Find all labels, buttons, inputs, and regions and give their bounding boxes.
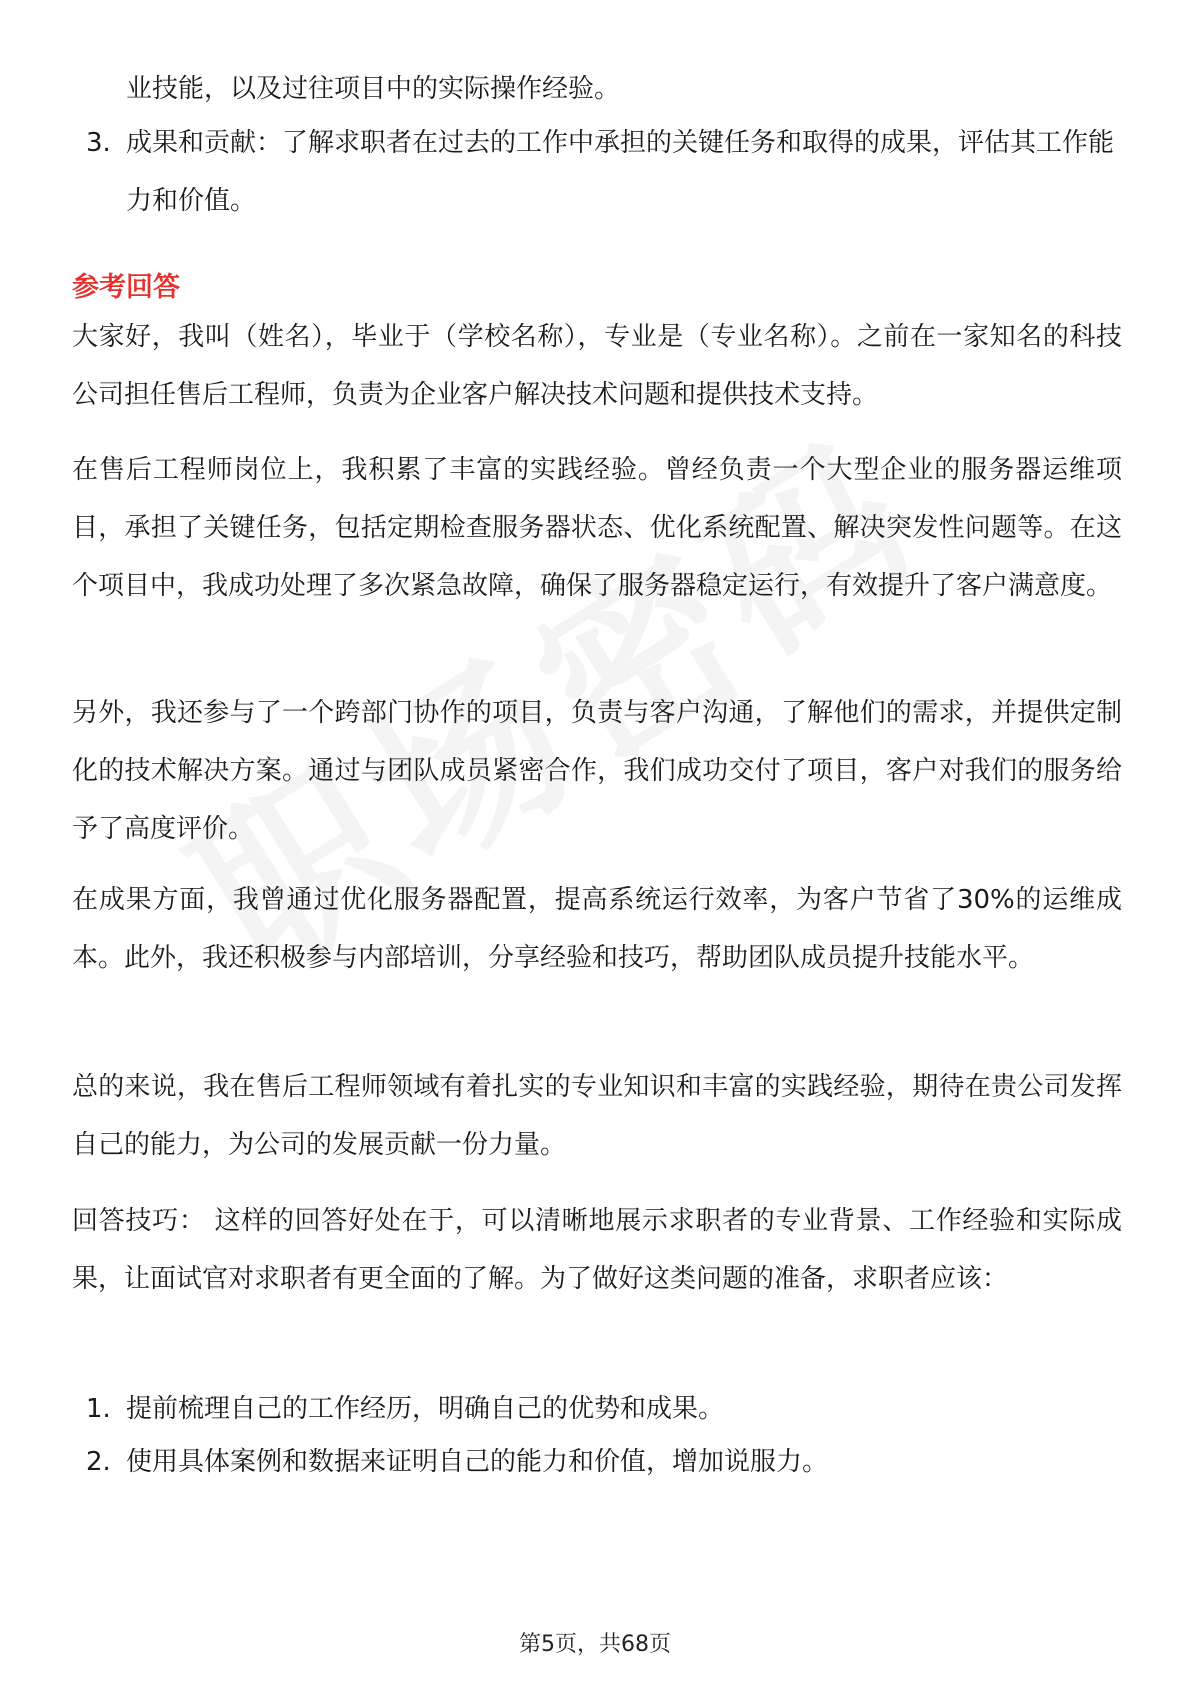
paragraph-collaboration: 另外，我还参与了一个跨部门协作的项目，负责与客户沟通，了解他们的需求，并提供定制化的技术解决方案。通过与团队成员紧密合作，我们成功交付了项目，客户对我们的服务给予了高度评价。 xyxy=(72,698,1122,844)
paragraph-answer-tips: 回答技巧： 这样的回答好处在于，可以清晰地展示求职者的专业背景、工作经验和实际成果，让面试官对求职者有更全面的了解。为了做好这类问题的准备，求职者应该： xyxy=(72,1206,1122,1294)
list-item-continuation: 业技能，以及过往项目中的实际操作经验。 xyxy=(126,74,621,104)
page-footer: 第5页，共68页 xyxy=(519,1632,671,1657)
list-text: 提前梳理自己的工作经历，明确自己的优势和成果。 xyxy=(126,1394,725,1424)
paragraph-achievements: 在成果方面，我曾通过优化服务器配置，提高系统运行效率，为客户节省了30%的运维成本。此外，我还积极参与内部培训，分享经验和技巧，帮助团队成员提升技能水平。 xyxy=(72,885,1122,973)
paragraph-experience: 在售后工程师岗位上，我积累了丰富的实践经验。曾经负责一个大型企业的服务器运维项目，承担了关键任务，包括定期检查服务器状态、优化系统配置、解决突发性问题等。在这个项目中，我成功处理了多次紧急故障，确保了服务器稳定运行，有效提升了客户满意度。 xyxy=(72,455,1122,601)
paragraph-summary: 总的来说，我在售后工程师领域有着扎实的专业知识和丰富的实践经验，期待在贵公司发挥自己的能力，为公司的发展贡献一份力量。 xyxy=(72,1072,1122,1160)
section-heading: 参考回答 xyxy=(72,272,180,303)
list-number: 1. xyxy=(86,1394,111,1424)
paragraph-intro: 大家好，我叫（姓名），毕业于（学校名称），专业是（专业名称）。之前在一家知名的科技公司担任售后工程师，负责为企业客户解决技术问题和提供技术支持。 xyxy=(72,322,1122,410)
list-text: 使用具体案例和数据来证明自己的能力和价值，增加说服力。 xyxy=(126,1447,829,1477)
list-number: 2. xyxy=(86,1447,111,1477)
list-number: 3. xyxy=(86,128,111,158)
list-text: 成果和贡献：了解求职者在过去的工作中承担的关键任务和取得的成果，评估其工作能力和价值。 xyxy=(126,128,1115,216)
list-item xyxy=(86,1433,1126,1491)
list-item xyxy=(86,114,1126,230)
list-item xyxy=(86,1380,1126,1438)
